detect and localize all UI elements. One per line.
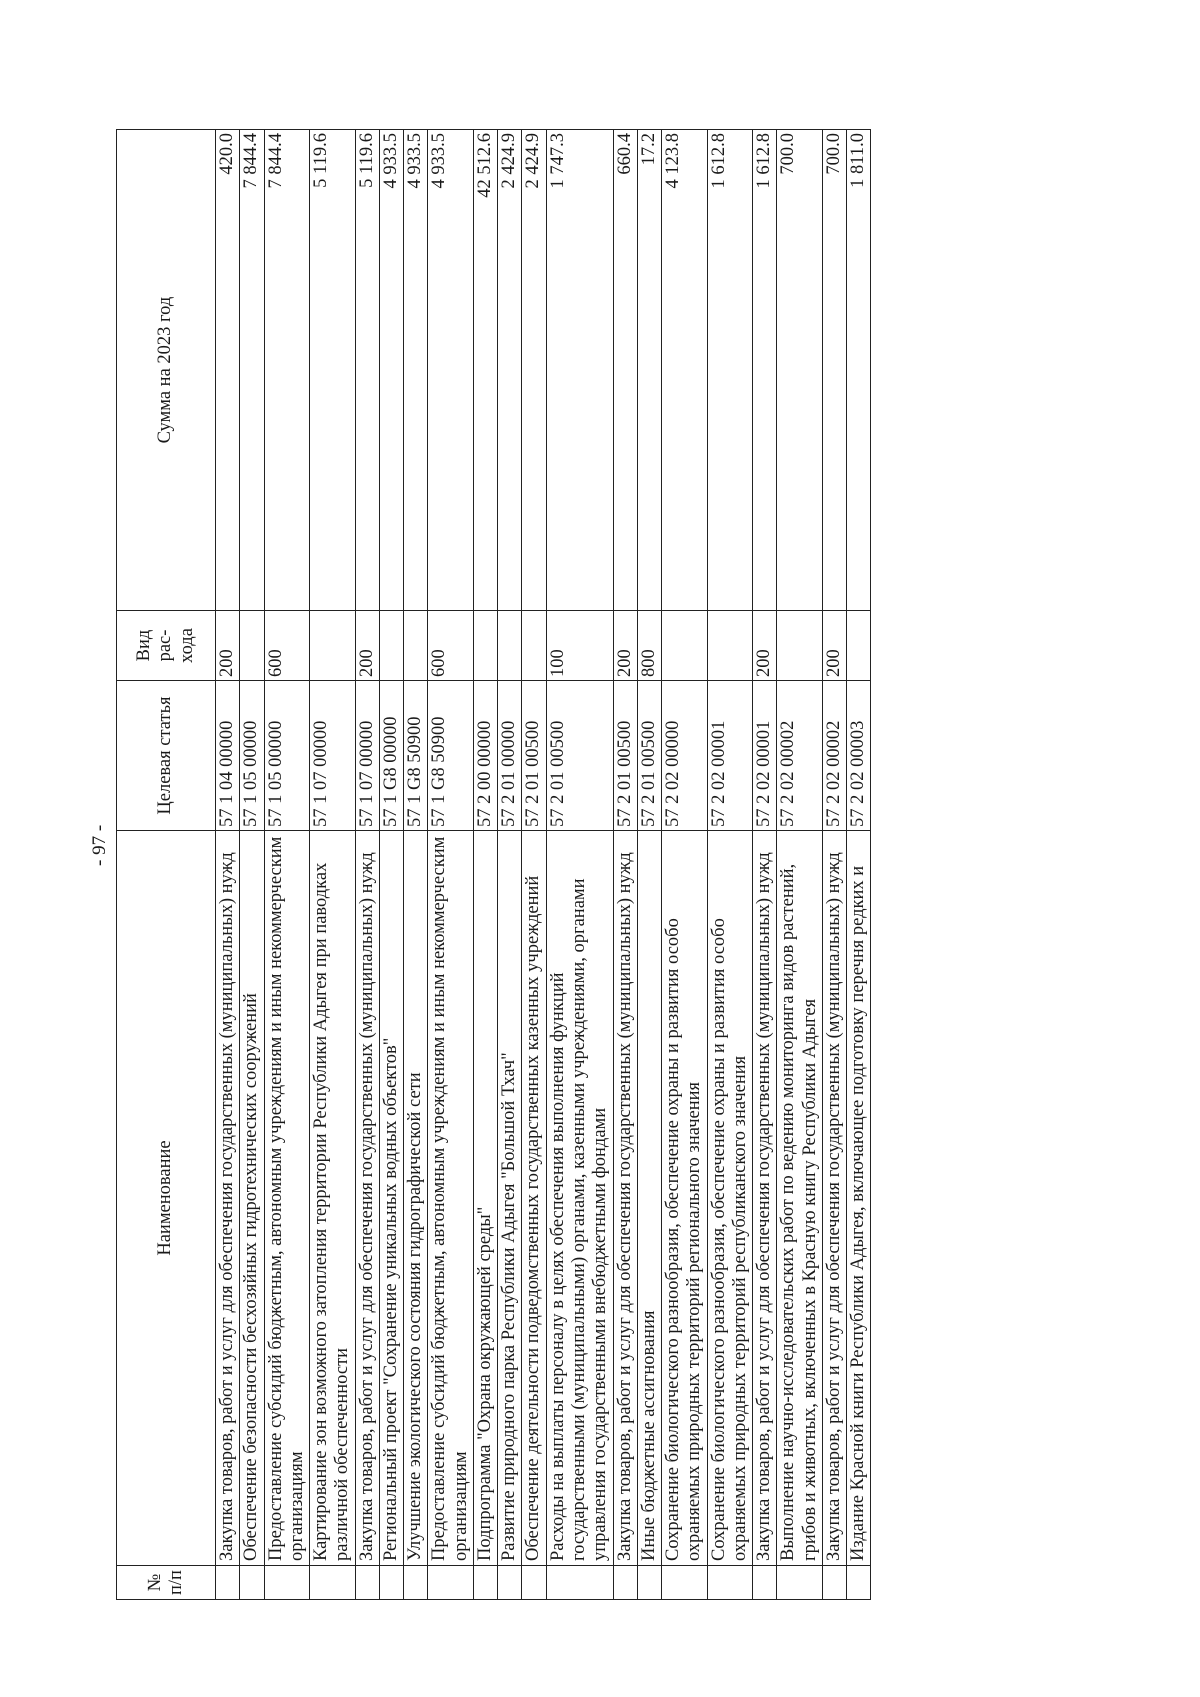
cell-sum: 1 612.8: [753, 130, 777, 611]
cell-kind: [240, 611, 264, 681]
cell-sum: 2 424.9: [522, 130, 546, 611]
cell-target: 57 1 07 00000: [355, 681, 379, 831]
cell-num: [613, 1566, 637, 1600]
cell-name: Закупка товаров, работ и услуг для обеспечения государственных (муниципальных) нужд: [216, 831, 240, 1566]
cell-num: [546, 1566, 613, 1600]
cell-target: 57 2 01 00500: [613, 681, 637, 831]
table-row: [613, 130, 637, 1600]
cell-name: Сохранение биологического разнообразия, обеспечение охраны и развития особо охраняемых природных территорий республиканского значения: [707, 831, 753, 1566]
table-row: [522, 130, 546, 1600]
cell-kind: 800: [637, 611, 661, 681]
cell-name: Расходы на выплаты персоналу в целях обеспечения выполнения функций государственными (муниципальными) органами, казенными учреждениями, органами управления государственными внебюджетными фондами: [546, 831, 613, 1566]
table-row: [662, 130, 708, 1600]
cell-target: 57 2 01 00500: [546, 681, 613, 831]
cell-num: [847, 1566, 871, 1600]
cell-name: Картирование зон возможного затопления территории Республики Адыгея при паводках различной обеспеченности: [310, 831, 356, 1566]
cell-target: 57 2 01 00000: [498, 681, 522, 831]
cell-kind: 100: [546, 611, 613, 681]
table-row: [753, 130, 777, 1600]
cell-num: [707, 1566, 753, 1600]
table-row: [498, 130, 522, 1600]
cell-kind: [662, 611, 708, 681]
cell-name: Развитие природного парка Республики Адыгея "Большой Тхач": [498, 831, 522, 1566]
cell-num: [522, 1566, 546, 1600]
cell-num: [404, 1566, 428, 1600]
cell-sum: 1 747.3: [546, 130, 613, 611]
cell-sum: 1 811.0: [847, 130, 871, 611]
table-body: [216, 130, 871, 1600]
cell-name: Предоставление субсидий бюджетным, автономным учреждениям и иным некоммерческим организациям: [264, 831, 310, 1566]
cell-sum: 2 424.9: [498, 130, 522, 611]
cell-kind: [473, 611, 497, 681]
cell-kind: [522, 611, 546, 681]
cell-sum: 7 844.4: [240, 130, 264, 611]
cell-target: 57 2 02 00001: [753, 681, 777, 831]
cell-num: [498, 1566, 522, 1600]
cell-kind: 600: [264, 611, 310, 681]
cell-sum: 5 119.6: [310, 130, 356, 611]
cell-num: [777, 1566, 823, 1600]
cell-num: [637, 1566, 661, 1600]
cell-kind: 600: [428, 611, 474, 681]
table-row: [264, 130, 310, 1600]
cell-num: [753, 1566, 777, 1600]
cell-name: Издание Красной книги Республики Адыгея, включающее подготовку перечня редких и: [847, 831, 871, 1566]
cell-sum: 700.0: [777, 130, 823, 611]
cell-name: Подпрограмма "Охрана окружающей среды": [473, 831, 497, 1566]
cell-kind: [404, 611, 428, 681]
cell-kind: 200: [216, 611, 240, 681]
table-row: [822, 130, 846, 1600]
cell-target: 57 2 00 00000: [473, 681, 497, 831]
cell-sum: 1 612.8: [707, 130, 753, 611]
cell-name: Закупка товаров, работ и услуг для обеспечения государственных (муниципальных) нужд: [753, 831, 777, 1566]
cell-name: Закупка товаров, работ и услуг для обеспечения государственных (муниципальных) нужд: [822, 831, 846, 1566]
cell-kind: 200: [613, 611, 637, 681]
cell-num: [216, 1566, 240, 1600]
cell-target: 57 1 07 00000: [310, 681, 356, 831]
table-row: [379, 130, 403, 1600]
header-kind: Вид рас-хода: [117, 611, 216, 681]
cell-sum: 42 512.6: [473, 130, 497, 611]
cell-sum: 7 844.4: [264, 130, 310, 611]
cell-sum: 4 933.5: [428, 130, 474, 611]
budget-table: [116, 129, 871, 1600]
header-target: Целевая статья: [117, 681, 216, 831]
cell-kind: [310, 611, 356, 681]
cell-name: Сохранение биологического разнообразия, обеспечение охраны и развития особо охраняемых природных территорий регионального значения: [662, 831, 708, 1566]
cell-kind: [498, 611, 522, 681]
cell-target: 57 2 02 00003: [847, 681, 871, 831]
cell-target: 57 2 02 00001: [707, 681, 753, 831]
cell-target: 57 1 G8 50900: [428, 681, 474, 831]
table-row: [240, 130, 264, 1600]
page-number: - 97 -: [89, 824, 110, 866]
cell-sum: 660.4: [613, 130, 637, 611]
cell-target: 57 2 01 00500: [637, 681, 661, 831]
cell-name: Иные бюджетные ассигнования: [637, 831, 661, 1566]
table-row: [404, 130, 428, 1600]
cell-num: [355, 1566, 379, 1600]
cell-num: [473, 1566, 497, 1600]
cell-target: 57 1 G8 50900: [404, 681, 428, 831]
table-row: [777, 130, 823, 1600]
cell-target: 57 1 05 00000: [264, 681, 310, 831]
table-row: [355, 130, 379, 1600]
cell-sum: 420.0: [216, 130, 240, 611]
cell-num: [240, 1566, 264, 1600]
cell-kind: [379, 611, 403, 681]
cell-sum: 5 119.6: [355, 130, 379, 611]
cell-target: 57 2 01 00500: [522, 681, 546, 831]
cell-kind: [777, 611, 823, 681]
table-row: [310, 130, 356, 1600]
cell-sum: 4 933.5: [404, 130, 428, 611]
table-row: [637, 130, 661, 1600]
cell-name: Предоставление субсидий бюджетным, автономным учреждениям и иным некоммерческим организациям: [428, 831, 474, 1566]
cell-sum: 17.2: [637, 130, 661, 611]
cell-target: 57 2 02 00002: [777, 681, 823, 831]
cell-num: [822, 1566, 846, 1600]
table-row: [216, 130, 240, 1600]
cell-name: Выполнение научно-исследовательских работ по ведению мониторинга видов растений, грибов и животных, включенных в Красную книгу Республики Адыгея: [777, 831, 823, 1566]
cell-num: [264, 1566, 310, 1600]
cell-kind: 200: [355, 611, 379, 681]
cell-target: 57 2 02 00000: [662, 681, 708, 831]
cell-num: [379, 1566, 403, 1600]
header-num: № п/п: [117, 1566, 216, 1600]
cell-name: Улучшение экологического состояния гидрографической сети: [404, 831, 428, 1566]
table-header-row: [117, 130, 216, 1600]
cell-num: [428, 1566, 474, 1600]
table-row: [546, 130, 613, 1600]
cell-sum: 4 123.8: [662, 130, 708, 611]
header-name: Наименование: [117, 831, 216, 1566]
cell-name: Обеспечение деятельности подведомственных государственных казенных учреждений: [522, 831, 546, 1566]
cell-name: Закупка товаров, работ и услуг для обеспечения государственных (муниципальных) нужд: [613, 831, 637, 1566]
cell-num: [662, 1566, 708, 1600]
cell-kind: 200: [753, 611, 777, 681]
table-row: [473, 130, 497, 1600]
table-row: [707, 130, 753, 1600]
cell-target: 57 1 04 00000: [216, 681, 240, 831]
cell-name: Региональный проект "Сохранение уникальных водных объектов": [379, 831, 403, 1566]
table-row: [847, 130, 871, 1600]
cell-kind: 200: [822, 611, 846, 681]
cell-num: [310, 1566, 356, 1600]
cell-kind: [847, 611, 871, 681]
cell-kind: [707, 611, 753, 681]
table-row: [428, 130, 474, 1600]
cell-sum: 700.0: [822, 130, 846, 611]
cell-name: Закупка товаров, работ и услуг для обеспечения государственных (муниципальных) нужд: [355, 831, 379, 1566]
cell-target: 57 1 G8 00000: [379, 681, 403, 831]
budget-table-container: [116, 130, 990, 1600]
header-sum: Сумма на 2023 год: [117, 130, 216, 611]
cell-target: 57 1 05 00000: [240, 681, 264, 831]
cell-name: Обеспечение безопасности бесхозяйных гидротехнических сооружений: [240, 831, 264, 1566]
cell-sum: 4 933.5: [379, 130, 403, 611]
cell-target: 57 2 02 00002: [822, 681, 846, 831]
